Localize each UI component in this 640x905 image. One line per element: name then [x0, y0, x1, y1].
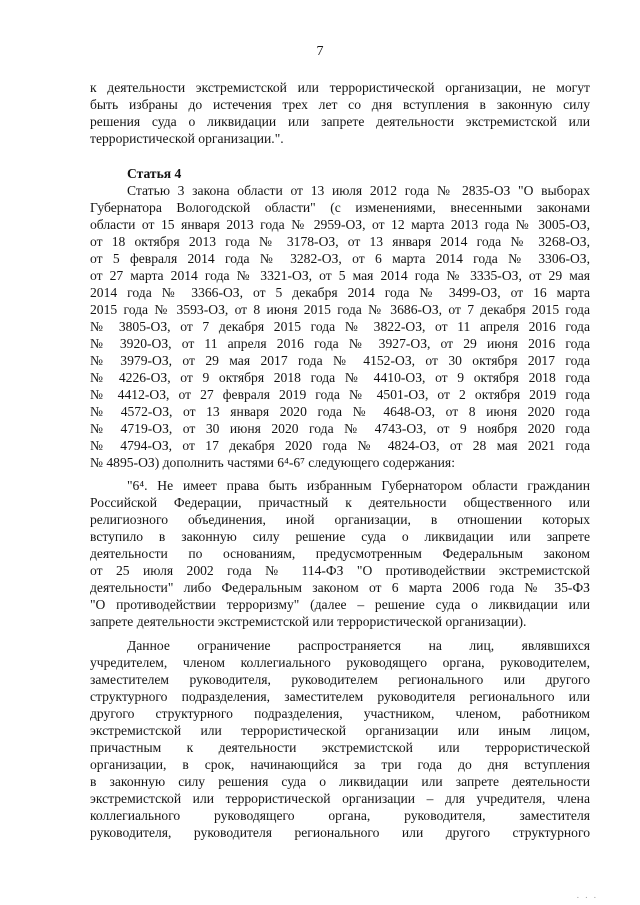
text-line: Статью 3 закона области от 13 июля 2012 года № 2835-ОЗ "О выборах — [127, 183, 590, 198]
text-line: коллегиального руководящего органа, руководителя, заместителя — [90, 808, 590, 823]
text-line: запрете деятельности экстремистской или террористической организации). — [90, 614, 527, 629]
text-line: террористической организации.". — [90, 131, 284, 146]
text-line: к деятельности экстремистской или террористической организации, не могут — [90, 80, 590, 95]
text-line: организации, в срок, начинающийся за три года до дня вступления — [90, 757, 590, 772]
text-line: № 3805-ОЗ, от 7 декабря 2015 года № 3822-ОЗ, от 11 апреля 2016 года — [90, 319, 590, 334]
text-line: Губернатора Вологодской области" (с изменениями, внесенными законами — [90, 200, 590, 215]
article-heading: Статья 4 — [127, 166, 182, 181]
text-line: вступило в законную силу решение суда о ликвидации или запрете — [90, 529, 590, 544]
text-line: № 4719-ОЗ, от 30 июня 2020 года № 4743-ОЗ, от 9 ноября 2020 года — [90, 421, 590, 436]
text-line: "О противодействии терроризму" (далее – решение суда о ликвидации или — [90, 597, 590, 612]
text-line: 2014 года № 3366-ОЗ, от 5 декабря 2014 года № 3499-ОЗ, от 16 марта — [90, 285, 590, 300]
text-line: экстремистской или террористической организации – для учредителя, члена — [90, 791, 590, 806]
text-line: от 5 февраля 2014 года № 3282-ОЗ, от 6 марта 2014 года № 3306-ОЗ, — [90, 251, 590, 266]
text-line: 2015 года № 3593-ОЗ, от 8 июня 2015 года № 3686-ОЗ, от 7 декабря 2015 года — [90, 302, 590, 317]
text-line: причастным к деятельности экстремистской или террористической — [90, 740, 590, 755]
text-line: руководителя, руководителя регионального или другого структурного — [90, 825, 590, 840]
text-line: в законную силу решения суда о ликвидации или запрете деятельности — [90, 774, 590, 789]
text-line: № 3979-ОЗ, от 29 мая 2017 года № 4152-ОЗ, от 30 октября 2017 года — [90, 353, 590, 368]
text-line: № 4226-ОЗ, от 9 октября 2018 года № 4410-ОЗ, от 9 октября 2018 года — [90, 370, 590, 385]
text-line: экстремистской или террористической организации или иным лицом, — [90, 723, 590, 738]
text-line: быть избраны до истечения трех лет со дня вступления в законную силу — [90, 97, 590, 112]
text-line: от 25 июля 2002 года № 114-ФЗ "О противодействии экстремистской — [90, 563, 590, 578]
text-line: № 3920-ОЗ, от 11 апреля 2016 года № 3927-ОЗ, от 29 июня 2016 года — [90, 336, 590, 351]
text-line: учредителем, членом коллегиального руководящего органа, руководителем, — [90, 655, 590, 670]
text-line: другого структурного подразделения, участником, членом, работником — [90, 706, 590, 721]
text-line: Российской Федерации, причастный к деятельности общественного или — [90, 495, 590, 510]
text-line: "6⁴. Не имеет права быть избранным Губернатором области гражданин — [127, 478, 590, 493]
text-line: № 4412-ОЗ, от 27 февраля 2019 года № 4501-ОЗ, от 2 октября 2019 года — [90, 387, 590, 402]
text-line: деятельности по основаниям, предусмотренным Федеральным законом — [90, 546, 590, 561]
text-line: от 18 октября 2013 года № 3178-ОЗ, от 13 января 2014 года № 3268-ОЗ, — [90, 234, 590, 249]
text-line: заместителем руководителя, руководителем регионального или другого — [90, 672, 590, 687]
text-line: № 4895-ОЗ) дополнить частями 6⁴-6⁷ следующего содержания: — [90, 455, 455, 470]
text-line: Данное ограничение распространяется на лиц, являвшихся — [127, 638, 590, 653]
text-line: решения суда о ликвидации или запрете деятельности экстремистской или — [90, 114, 590, 129]
page-number: 7 — [316, 44, 324, 59]
text-line: структурного подразделения, заместителем руководителя регионального или — [90, 689, 590, 704]
scan-mark: . . . — [576, 890, 598, 900]
text-line: от 27 марта 2014 года № 3321-ОЗ, от 5 мая 2014 года № 3335-ОЗ, от 29 мая — [90, 268, 590, 283]
text-line: № 4572-ОЗ, от 13 января 2020 года № 4648-ОЗ, от 8 июня 2020 года — [90, 404, 590, 419]
text-line: религиозного объединения, иной организации, в отношении которых — [90, 512, 590, 527]
text-line: области от 15 января 2013 года № 2959-ОЗ, от 12 марта 2013 года № 3005-ОЗ, — [90, 217, 590, 232]
text-line: № 4794-ОЗ, от 17 декабря 2020 года № 4824-ОЗ, от 28 мая 2021 года — [90, 438, 590, 453]
text-line: деятельности" либо Федеральным законом от 6 марта 2006 года № 35-ФЗ — [90, 580, 590, 595]
